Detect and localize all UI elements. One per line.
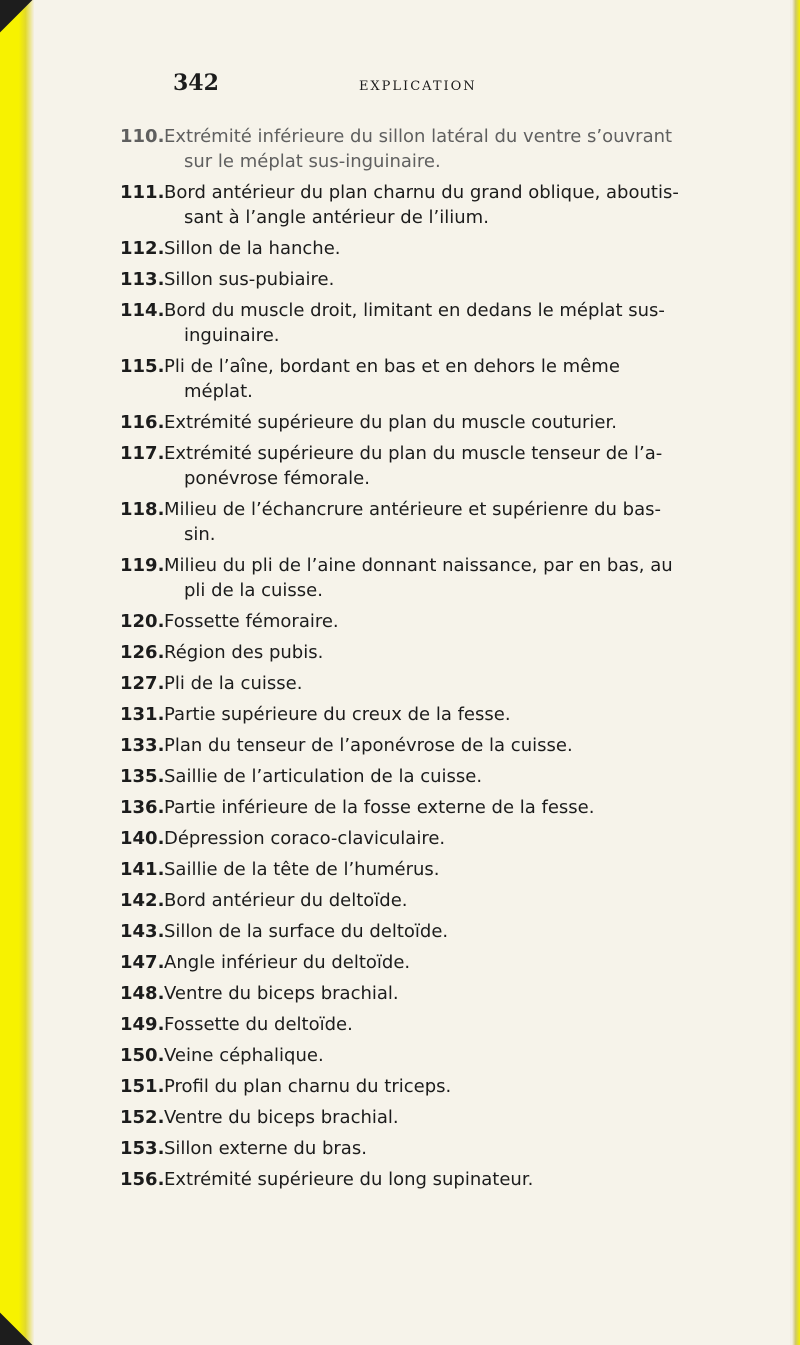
page-header (120, 70, 790, 110)
list-item (120, 671, 790, 696)
list-item (120, 298, 790, 348)
entry-text (164, 826, 790, 851)
entry-text (164, 857, 790, 882)
entry-line: sur le méplat sus-inguinaire. (184, 151, 441, 172)
entry-number: 118. (120, 499, 165, 520)
list-item (120, 857, 790, 882)
entry-text (164, 795, 790, 820)
page-edge-right (790, 0, 800, 1345)
entry-line: Région des pubis. (164, 642, 324, 663)
entry-line: Saillie de la tête de l’humérus. (164, 859, 440, 880)
entry-line: Ventre du biceps brachial. (164, 1107, 399, 1128)
entry-line: Plan du tenseur de l’aponévrose de la cuisse. (164, 735, 573, 756)
entry-line: Angle inférieur du deltoïde. (164, 952, 411, 973)
entry-number: 151. (120, 1076, 165, 1097)
entry-text (164, 1167, 790, 1192)
list-item (120, 981, 790, 1006)
entry-text (164, 298, 790, 348)
entry-line: Milieu du pli de l’aine donnant naissance, par en bas, au (164, 555, 673, 576)
entry-number: 141. (120, 859, 165, 880)
entry-text (164, 236, 790, 261)
entry-text (164, 609, 790, 634)
entry-text (164, 950, 790, 975)
entry-text (164, 410, 790, 435)
list-item (120, 354, 790, 404)
entry-number: 111. (120, 182, 165, 203)
entry-line: Profil du plan charnu du triceps. (164, 1076, 452, 1097)
entry-line: Bord antérieur du plan charnu du grand oblique, aboutis- (164, 182, 679, 203)
entry-text (164, 497, 790, 547)
entry-line: Fossette du deltoïde. (164, 1014, 353, 1035)
entry-text (164, 764, 790, 789)
entry-line: Extrémité supérieure du plan du muscle tenseur de l’a- (164, 443, 663, 464)
entry-line: Sillon de la hanche. (164, 238, 341, 259)
list-item (120, 410, 790, 435)
entry-line: Extrémité supérieure du long supinateur. (164, 1169, 534, 1190)
entry-line: sant à l’angle antérieur de l’ilium. (184, 207, 489, 228)
entry-line: Bord antérieur du deltoïde. (164, 890, 408, 911)
entry-number: 142. (120, 890, 165, 911)
list-item (120, 1074, 790, 1099)
entry-number: 112. (120, 238, 165, 259)
entry-number: 116. (120, 412, 165, 433)
entry-number: 117. (120, 443, 165, 464)
entry-line: Dépression coraco-claviculaire. (164, 828, 446, 849)
entry-number: 153. (120, 1138, 165, 1159)
running-title: EXPLICATION (358, 79, 477, 94)
entry-number: 110. (120, 126, 165, 147)
list-item (120, 1105, 790, 1130)
list-item (120, 1012, 790, 1037)
entry-text (164, 553, 790, 603)
entry-line: Bord du muscle droit, limitant en dedans le méplat sus- (164, 300, 665, 321)
list-item (120, 236, 790, 261)
entry-line: Ventre du biceps brachial. (164, 983, 399, 1004)
entry-text (164, 640, 790, 665)
entry-number: 147. (120, 952, 165, 973)
entry-number: 131. (120, 704, 165, 725)
entry-line: Partie inférieure de la fosse externe de la fesse. (164, 797, 595, 818)
entry-number: 143. (120, 921, 165, 942)
list-item (120, 919, 790, 944)
list-item (120, 795, 790, 820)
entry-line: Fossette fémoraire. (164, 611, 339, 632)
entry-text (164, 1074, 790, 1099)
page-number: 342 (173, 70, 219, 96)
entry-text (164, 888, 790, 913)
entry-number: 152. (120, 1107, 165, 1128)
entry-line: Sillon externe du bras. (164, 1138, 367, 1159)
entry-number: 120. (120, 611, 165, 632)
entry-number: 126. (120, 642, 165, 663)
entry-number: 133. (120, 735, 165, 756)
list-item (120, 609, 790, 634)
list-item (120, 888, 790, 913)
entry-number: 113. (120, 269, 165, 290)
entry-text (164, 1012, 790, 1037)
list-item (120, 764, 790, 789)
entry-text (164, 981, 790, 1006)
entry-number: 115. (120, 356, 165, 377)
entry-number: 127. (120, 673, 165, 694)
entry-line: pli de la cuisse. (184, 580, 323, 601)
entry-text (164, 180, 790, 230)
entry-line: Pli de la cuisse. (164, 673, 303, 694)
entry-text (164, 702, 790, 727)
entry-number: 135. (120, 766, 165, 787)
entry-text (164, 441, 790, 491)
entry-text (164, 267, 790, 292)
list-item (120, 1167, 790, 1192)
entry-text (164, 1136, 790, 1161)
entry-line: Saillie de l’articulation de la cuisse. (164, 766, 483, 787)
list-item (120, 1136, 790, 1161)
entry-line: sin. (184, 524, 216, 545)
list-item (120, 497, 790, 547)
list-item (120, 733, 790, 758)
entry-number: 156. (120, 1169, 165, 1190)
entry-number: 140. (120, 828, 165, 849)
entry-line: Pli de l’aîne, bordant en bas et en dehors le même (164, 356, 620, 377)
entry-line: inguinaire. (184, 325, 280, 346)
list-item (120, 124, 790, 174)
list-item (120, 1043, 790, 1068)
entry-number: 119. (120, 555, 165, 576)
entry-text (164, 1105, 790, 1130)
entry-line: ponévrose fémorale. (184, 468, 370, 489)
entry-number: 114. (120, 300, 165, 321)
list-item (120, 826, 790, 851)
entry-text (164, 733, 790, 758)
entry-line: Partie supérieure du creux de la fesse. (164, 704, 511, 725)
entry-number: 136. (120, 797, 165, 818)
entry-number: 149. (120, 1014, 165, 1035)
entry-line: Milieu de l’échancrure antérieure et supérienre du bas- (164, 499, 661, 520)
list-item (120, 267, 790, 292)
entry-line: méplat. (184, 381, 253, 402)
list-item (120, 640, 790, 665)
entry-text (164, 1043, 790, 1068)
entry-line: Extrémité supérieure du plan du muscle couturier. (164, 412, 617, 433)
page-edge-left (0, 0, 34, 1345)
entry-text (164, 124, 790, 174)
list-item (120, 553, 790, 603)
entry-text (164, 354, 790, 404)
entry-text (164, 671, 790, 696)
entry-number: 150. (120, 1045, 165, 1066)
entry-list (120, 124, 790, 1192)
entry-line: Sillon sus-pubiaire. (164, 269, 335, 290)
entry-line: Sillon de la surface du deltoïde. (164, 921, 449, 942)
entry-line: Veine céphalique. (164, 1045, 324, 1066)
entry-number: 148. (120, 983, 165, 1004)
entry-line: Extrémité inférieure du sillon latéral du ventre s’ouvrant (164, 126, 673, 147)
list-item (120, 950, 790, 975)
list-item (120, 180, 790, 230)
text-area (120, 70, 790, 1198)
list-item (120, 702, 790, 727)
entry-text (164, 919, 790, 944)
list-item (120, 441, 790, 491)
